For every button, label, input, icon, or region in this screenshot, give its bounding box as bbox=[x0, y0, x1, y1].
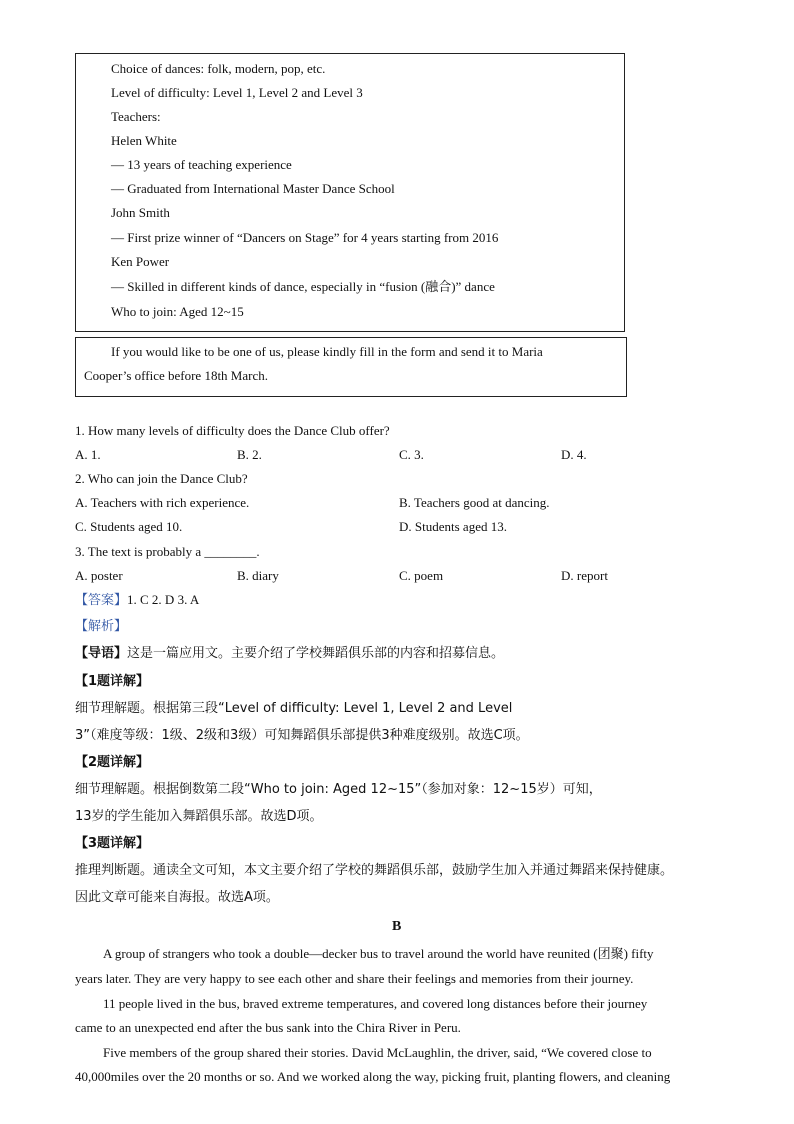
q3-detail-tag: 【3题详解】 bbox=[75, 836, 150, 851]
option-a: A. 1. bbox=[75, 447, 101, 462]
passage-line: 40,000miles over the 20 months or so. And we worked along the way, picking fruit, planting flowers, and cleaning bbox=[75, 1069, 671, 1084]
notice-contact-box bbox=[75, 337, 627, 397]
q2-detail-line: 细节理解题。根据倒数第二段“Who to join: Aged 12~15”（参加对象：12~15岁）可知， bbox=[75, 782, 602, 797]
passage-line: 11 people lived in the bus, braved extreme temperatures, and covered long distances before their journey bbox=[103, 996, 648, 1011]
answer-text: 1. C 2. D 3. A bbox=[127, 592, 200, 607]
option-b: B. Teachers good at dancing. bbox=[399, 495, 550, 510]
q2-detail-line: 13岁的学生能加入舞蹈俱乐部。故选D项。 bbox=[75, 809, 323, 824]
q3-detail-line: 推理判断题。通读全文可知，本文主要介绍了学校的舞蹈俱乐部，鼓励学生加入并通过舞蹈来保持健康。 bbox=[75, 863, 674, 878]
option-d: D. Students aged 13. bbox=[399, 519, 507, 534]
option-c: C. poem bbox=[399, 568, 444, 583]
intro-line bbox=[75, 646, 504, 662]
option-d: D. report bbox=[561, 568, 608, 583]
box-line: Level of difficulty: Level 1, Level 2 and Level 3 bbox=[111, 85, 363, 100]
passage-line: Five members of the group shared their stories. David McLaughlin, the driver, said, “We covered close to bbox=[103, 1045, 652, 1060]
question-stem: 3. The text is probably a ________. bbox=[75, 544, 260, 559]
option-b: B. 2. bbox=[237, 447, 262, 462]
analysis-tag: 【解析】 bbox=[75, 619, 128, 634]
intro-text: 这是一篇应用文。主要介绍了学校舞蹈俱乐部的内容和招募信息。 bbox=[127, 646, 505, 661]
q3-detail-line: 因此文章可能来自海报。故选A项。 bbox=[75, 890, 279, 905]
option-a: A. Teachers with rich experience. bbox=[75, 495, 250, 510]
notice-details-box bbox=[75, 53, 625, 332]
intro-tag: 【导语】 bbox=[75, 646, 128, 661]
q2-detail-tag: 【2题详解】 bbox=[75, 755, 150, 770]
box-line: — Graduated from International Master Dance School bbox=[111, 181, 395, 196]
question-stem: 2. Who can join the Dance Club? bbox=[75, 471, 248, 486]
section-heading: B bbox=[392, 919, 402, 934]
box-line: Helen White bbox=[111, 133, 177, 148]
option-d: D. 4. bbox=[561, 447, 587, 462]
passage-line: A group of strangers who took a double—decker bus to travel around the world have reunited (团聚) fifty bbox=[103, 946, 654, 961]
option-c: C. 3. bbox=[399, 447, 424, 462]
option-a: A. poster bbox=[75, 568, 123, 583]
box-line: Teachers: bbox=[111, 109, 161, 124]
box-line: Choice of dances: folk, modern, pop, etc. bbox=[111, 61, 326, 76]
passage-line: came to an unexpected end after the bus sank into the Chira River in Peru. bbox=[75, 1020, 461, 1035]
box-line: — First prize winner of “Dancers on Stage” for 4 years starting from 2016 bbox=[111, 230, 499, 245]
q1-detail-line: 细节理解题。根据第三段“Level of difficulty: Level 1, Level 2 and Level bbox=[75, 701, 513, 716]
q1-detail-tag: 【1题详解】 bbox=[75, 674, 150, 689]
box-line: Ken Power bbox=[111, 254, 170, 269]
box-line: Who to join: Aged 12~15 bbox=[111, 304, 244, 319]
option-b: B. diary bbox=[237, 568, 279, 583]
answer-tag: 【答案】 bbox=[75, 593, 128, 608]
answer-line bbox=[75, 592, 199, 609]
question-stem: 1. How many levels of difficulty does the Dance Club offer? bbox=[75, 423, 390, 438]
q1-detail-line: 3”（难度等级：1级、2级和3级）可知舞蹈俱乐部提供3种难度级别。故选C项。 bbox=[75, 728, 529, 743]
box-line: — Skilled in different kinds of dance, especially in “fusion (融合)” dance bbox=[111, 279, 495, 294]
option-c: C. Students aged 10. bbox=[75, 519, 183, 534]
passage-line: years later. They are very happy to see each other and share their feelings and memories from their journey. bbox=[75, 971, 634, 986]
box-line: John Smith bbox=[111, 205, 170, 220]
box-line: If you would like to be one of us, please kindly fill in the form and send it to Maria bbox=[111, 344, 543, 359]
box-line: Cooper’s office before 18th March. bbox=[84, 368, 268, 383]
box-line: — 13 years of teaching experience bbox=[111, 157, 292, 172]
